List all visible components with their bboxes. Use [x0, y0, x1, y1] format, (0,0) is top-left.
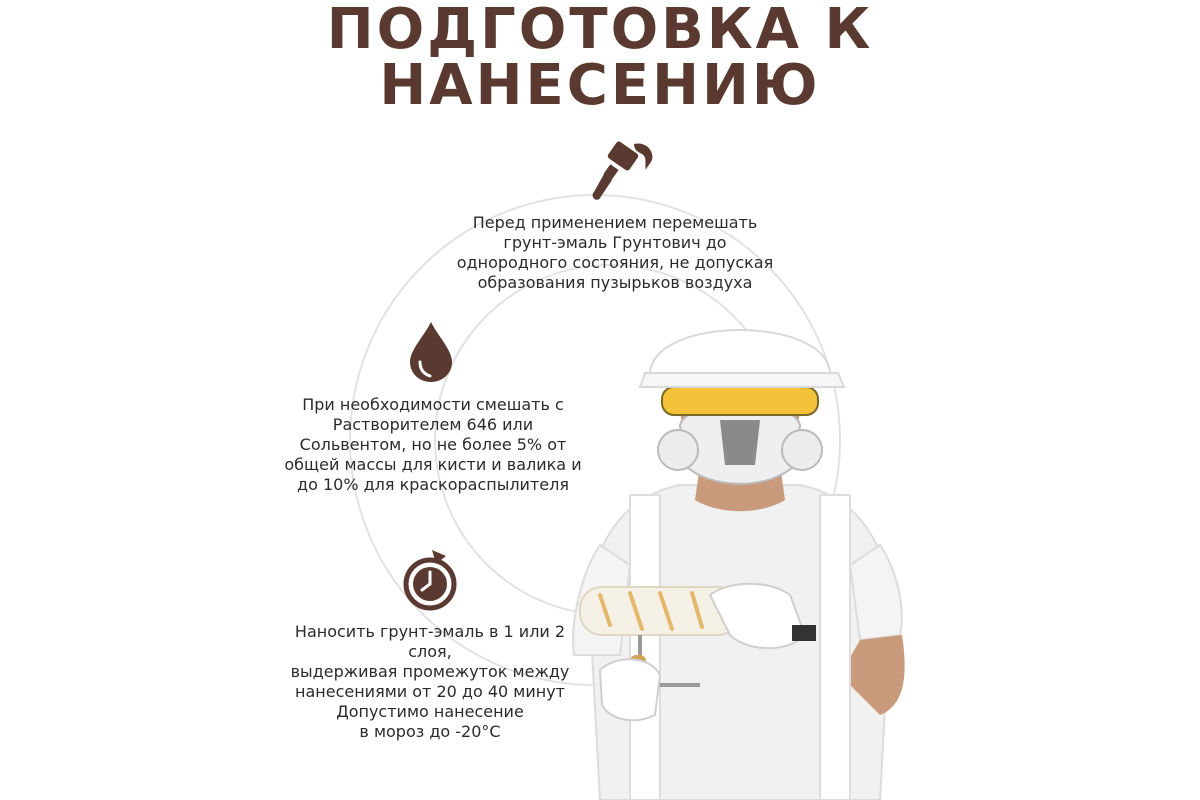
step-2-text: [280, 395, 586, 495]
step-2-line: общей массы для кисти и валика и: [284, 455, 582, 474]
step-1-line: грунт-эмаль Грунтович до: [503, 233, 727, 252]
title-line-1: ПОДГОТОВКА К: [326, 0, 874, 62]
paint-brush-icon: [588, 140, 658, 204]
step-3-line: Допустимо нанесение: [336, 702, 524, 721]
step-1-text: [440, 213, 790, 293]
title-line-2: НАНЕСЕНИЮ: [379, 53, 821, 118]
step-3-line: Наносить грунт-эмаль в 1 или 2 слоя,: [294, 622, 566, 661]
step-2-line: до 10% для краскораспылителя: [297, 475, 569, 494]
drop-icon: [408, 320, 454, 384]
step-1-line: Перед применением перемешать: [472, 213, 758, 232]
step-3-text: [272, 622, 588, 742]
step-1-line: образования пузырьков воздуха: [477, 273, 753, 292]
step-2-line: Растворителем 646 или: [332, 415, 534, 434]
step-2-line: Сольвентом, но не более 5% от: [299, 435, 567, 454]
worker-illustration: [560, 295, 920, 800]
step-1-line: однородного состояния, не допуская: [456, 253, 774, 272]
step-3-line: в мороз до -20°С: [359, 722, 501, 741]
clock-icon: [402, 548, 460, 612]
step-2-line: При необходимости смешать с: [302, 395, 564, 414]
step-3-line: нанесениями от 20 до 40 минут: [295, 682, 565, 701]
step-3-line: выдерживая промежуток между: [290, 662, 570, 681]
